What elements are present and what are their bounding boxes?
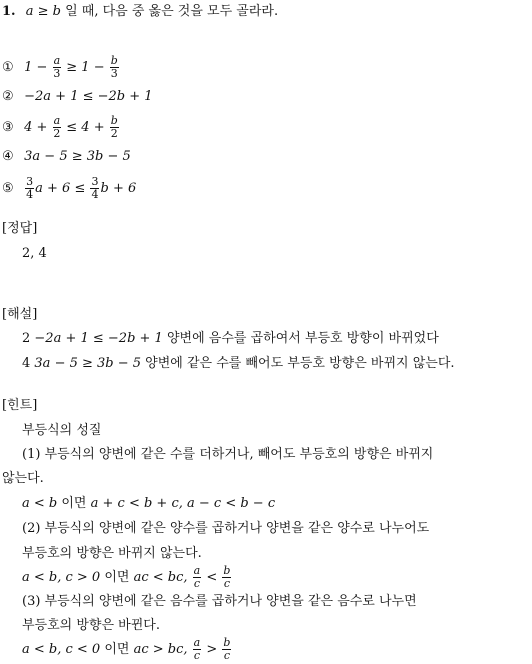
choice-mark: ⑤ <box>2 181 14 196</box>
choice-math: −2a + 1 ≤ −2b + 1 <box>24 89 153 104</box>
fraction: $\frac{a}{3}$ <box>53 54 61 80</box>
hint-example-2: a < b, c > 0 이면 ac < bc, $\frac{a}{c}$ < $\frac{b}{c}$ <box>22 564 231 590</box>
explanation-heading: [해설] <box>2 307 38 322</box>
fraction: $\frac{3}{4}$ <box>91 175 99 201</box>
stem-text: 일 때, 다음 중 옳은 것을 모두 골라라. <box>60 4 279 19</box>
choice-1: ① 1 − $\frac{a}{3}$ ≥ 1 − $\frac{b}{3}$ <box>2 54 118 80</box>
fraction: $\frac{a}{c}$ <box>193 636 201 662</box>
fraction: $\frac{b}{2}$ <box>110 114 118 140</box>
answer-heading: [정답] <box>2 221 38 236</box>
fraction: $\frac{3}{4}$ <box>26 175 34 201</box>
fraction: $\frac{a}{c}$ <box>193 564 201 590</box>
choice-mark: ① <box>2 60 14 75</box>
choice-3: ③ 4 + $\frac{a}{2}$ ≤ 4 + $\frac{b}{2}$ <box>2 114 118 140</box>
choice-mark: ② <box>2 89 14 104</box>
problem-number: 1. <box>2 4 16 19</box>
choice-5: ⑤ $\frac{3}{4}$ a + 6 ≤ $\frac{3}{4}$ b + 6 <box>2 175 137 201</box>
hint-heading: [힌트] <box>2 398 38 413</box>
problem-stem <box>2 4 278 20</box>
fraction: $\frac{b}{c}$ <box>223 636 231 662</box>
choice-4 <box>2 149 131 165</box>
hint-rule-3: (3) 부등식의 양변에 같은 음수를 곱하거나 양변을 같은 음수로 나누면 <box>22 594 417 609</box>
choice-mark: ④ <box>2 149 14 164</box>
fraction: $\frac{b}{c}$ <box>223 564 231 590</box>
choice-mark: ③ <box>2 120 14 135</box>
explanation-line-1: 2 −2a + 1 ≤ −2b + 1 양변에 음수를 곱하여서 부등호 방향이 바뀌었다 <box>22 331 439 346</box>
hint-rule-3-cont: 부등호의 방향은 바뀐다. <box>22 618 160 633</box>
choice-2 <box>2 89 153 105</box>
hint-title: 부등식의 성질 <box>22 423 102 438</box>
hint-example-3: a < b, c < 0 이면 ac > bc, $\frac{a}{c}$ > $\frac{b}{c}$ <box>22 636 231 662</box>
hint-example-1: a < b 이면 a + c < b + c, a − c < b − c <box>22 496 276 511</box>
stem-math: a ≥ b <box>25 4 61 19</box>
hint-rule-1-cont: 않는다. <box>2 471 44 486</box>
choice-math: 3a − 5 ≥ 3b − 5 <box>24 149 131 164</box>
hint-rule-2-cont: 부등호의 방향은 바뀌지 않는다. <box>22 546 202 561</box>
fraction: $\frac{b}{3}$ <box>110 54 118 80</box>
hint-rule-2: (2) 부등식의 양변에 같은 양수를 곱하거나 양변을 같은 양수로 나누어도 <box>22 521 430 536</box>
explanation-line-2: 4 3a − 5 ≥ 3b − 5 양변에 같은 수를 빼어도 부등호 방향은 바뀌지 않는다. <box>22 356 455 371</box>
answer-value: 2, 4 <box>22 246 47 261</box>
fraction: $\frac{a}{2}$ <box>53 114 61 140</box>
hint-rule-1: (1) 부등식의 양변에 같은 수를 더하거나, 빼어도 부등호의 방향은 바뀌지 <box>22 447 434 462</box>
